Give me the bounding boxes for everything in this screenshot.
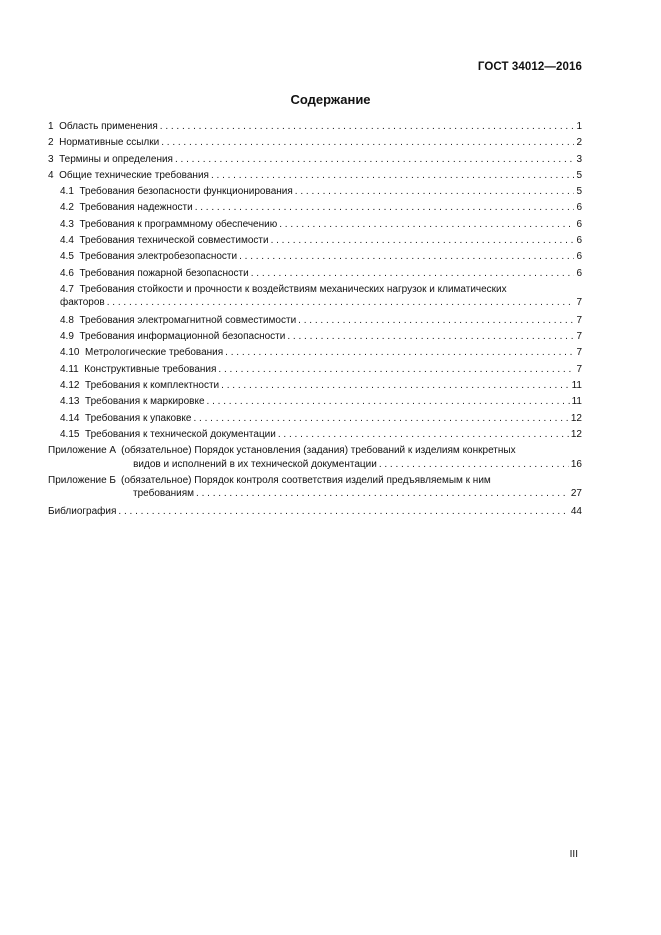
dot-leader <box>207 394 570 410</box>
dot-leader <box>239 249 574 265</box>
dot-leader <box>279 217 574 233</box>
toc-entry-4-13[interactable] <box>48 394 582 410</box>
page-number: III <box>569 849 578 860</box>
dot-leader <box>175 152 574 168</box>
toc-entry-title: Требования к технической документации <box>85 428 276 440</box>
toc-entry-number: 4.1 <box>60 186 74 198</box>
toc-entry-4-12[interactable] <box>48 378 582 394</box>
toc-entry-title: Требования электромагнитной совместимости <box>79 314 297 326</box>
toc-entry-title: Область применения <box>59 121 158 132</box>
dot-leader <box>118 504 568 520</box>
toc-entry-4[interactable] <box>48 168 582 184</box>
dot-leader <box>295 184 575 200</box>
toc-entry-number: 2 <box>48 137 54 149</box>
toc-entry-number: 3 <box>48 153 54 165</box>
dot-leader <box>287 329 574 345</box>
toc-entry-number: 4.8 <box>60 314 74 326</box>
appendix-title: (обязательное) Порядок установления (задания) требований к изделиям конкретных <box>121 445 516 457</box>
toc-entry-title: Требования к программному обеспечению <box>79 218 278 230</box>
toc-entry-title: Требования технической совместимости <box>79 235 269 247</box>
appendix-title-continued: требованиям <box>133 488 195 500</box>
toc-entry-title: Метрологические требования <box>85 347 224 359</box>
toc-entry-number: 4.15 <box>60 428 80 440</box>
toc-entry-number: 4.4 <box>60 235 74 247</box>
toc-entry-number: 4.13 <box>60 396 80 408</box>
dot-leader <box>298 313 574 329</box>
dot-leader <box>195 200 575 216</box>
toc-entry-page: 7 <box>576 363 582 375</box>
toc-entry-page: 1 <box>576 121 582 132</box>
toc-entry-page: 3 <box>576 153 582 165</box>
toc-entry-page: 6 <box>576 267 582 279</box>
toc-entry-title: Требования пожарной безопасности <box>79 267 249 279</box>
toc-entry-page: 7 <box>576 347 582 359</box>
toc-entry-number: 4.7 <box>60 283 74 295</box>
toc-appendix-a[interactable] <box>48 444 582 471</box>
dot-leader <box>271 233 575 249</box>
toc-entry-title: Требования электробезопасности <box>79 251 238 263</box>
toc-entry-page: 16 <box>570 458 582 470</box>
toc-entry-page: 44 <box>570 505 582 517</box>
toc-entry-title: Требования стойкости и прочности к воздействиям механических нагрузок и климатических <box>79 283 507 295</box>
toc-entry-title: Требования информационной безопасности <box>79 331 286 343</box>
toc-entry-page: 6 <box>576 251 582 263</box>
toc-entry-number: 4.10 <box>60 347 80 359</box>
dot-leader <box>278 427 569 443</box>
toc-entry-page: 6 <box>576 235 582 247</box>
toc-entry-number: 4.11 <box>60 363 79 375</box>
toc-entry-title: Требования надежности <box>79 202 193 214</box>
toc-entry-4-11[interactable] <box>48 362 582 378</box>
toc-entry-number: 4 <box>48 169 54 181</box>
toc-entry-page: 6 <box>576 202 582 214</box>
toc-entry-title: Библиография <box>48 505 117 517</box>
dot-leader <box>107 296 575 310</box>
toc-entry-1[interactable] <box>48 119 582 135</box>
toc-entry-page: 5 <box>576 169 582 181</box>
dot-leader <box>193 411 568 427</box>
table-of-contents <box>48 119 582 520</box>
toc-entry-page: 5 <box>576 186 582 198</box>
dot-leader <box>160 119 575 135</box>
toc-entry-page: 11 <box>571 396 582 408</box>
appendix-label: Приложение А <box>48 445 117 457</box>
dot-leader <box>225 345 574 361</box>
toc-entry-page: 2 <box>576 137 582 149</box>
appendix-label: Приложение Б <box>48 474 116 486</box>
toc-entry-4-2[interactable] <box>48 200 582 216</box>
toc-entry-number: 1 <box>48 121 54 132</box>
toc-entry-number: 4.12 <box>60 379 80 391</box>
toc-entry-4-1[interactable] <box>48 184 582 200</box>
toc-entry-4-15[interactable] <box>48 427 582 443</box>
appendix-title-continued: видов и исполнений в их технической документации <box>133 458 377 470</box>
dot-leader <box>251 266 575 282</box>
toc-entry-4-5[interactable] <box>48 249 582 265</box>
toc-entry-4-9[interactable] <box>48 329 582 345</box>
toc-entry-title: Нормативные ссылки <box>59 137 160 149</box>
toc-entry-page: 12 <box>570 412 582 424</box>
toc-title: Содержание <box>290 92 371 107</box>
toc-entry-title: Общие технические требования <box>59 169 209 181</box>
toc-entry-4-3[interactable] <box>48 217 582 233</box>
toc-entry-4-8[interactable] <box>48 313 582 329</box>
dot-leader <box>211 168 574 184</box>
toc-entry-page: 11 <box>571 379 582 391</box>
toc-entry-page: 12 <box>570 428 582 440</box>
toc-entry-4-7[interactable] <box>48 283 582 310</box>
toc-entry-title: Требования к маркировке <box>85 396 205 408</box>
toc-entry-4-4[interactable] <box>48 233 582 249</box>
toc-entry-title: Требования к упаковке <box>85 412 192 424</box>
toc-entry-title-continued: факторов <box>60 297 105 309</box>
dot-leader <box>221 378 569 394</box>
toc-entry-page: 27 <box>570 488 582 500</box>
appendix-title: (обязательное) Порядок контроля соответствия изделий предъявляемым к ним <box>121 474 491 486</box>
toc-entry-2[interactable] <box>48 135 582 151</box>
toc-entry-4-6[interactable] <box>48 266 582 282</box>
toc-entry-page: 6 <box>576 218 582 230</box>
toc-bibliography[interactable] <box>48 504 582 520</box>
toc-entry-3[interactable] <box>48 152 582 168</box>
toc-entry-4-10[interactable] <box>48 345 582 361</box>
toc-entry-number: 4.14 <box>60 412 80 424</box>
toc-entry-title: Термины и определения <box>59 153 173 165</box>
dot-leader <box>196 487 569 501</box>
toc-entry-page: 7 <box>576 314 582 326</box>
toc-entry-4-14[interactable] <box>48 411 582 427</box>
toc-entry-page: 7 <box>576 297 582 309</box>
toc-entry-number: 4.9 <box>60 331 74 343</box>
toc-entry-page: 7 <box>576 331 582 343</box>
toc-appendix-b[interactable] <box>48 474 582 501</box>
dot-leader <box>161 135 574 151</box>
toc-entry-number: 4.2 <box>60 202 74 214</box>
toc-entry-title: Требования к комплектности <box>85 379 220 391</box>
dot-leader <box>218 362 574 378</box>
toc-entry-number: 4.6 <box>60 267 74 279</box>
toc-entry-title: Конструктивные требования <box>84 363 217 375</box>
toc-entry-number: 4.5 <box>60 251 74 263</box>
toc-entry-number: 4.3 <box>60 218 74 230</box>
toc-entry-title: Требования безопасности функционирования <box>79 186 293 198</box>
document-code: ГОСТ 34012—2016 <box>477 61 582 73</box>
dot-leader <box>379 458 569 472</box>
